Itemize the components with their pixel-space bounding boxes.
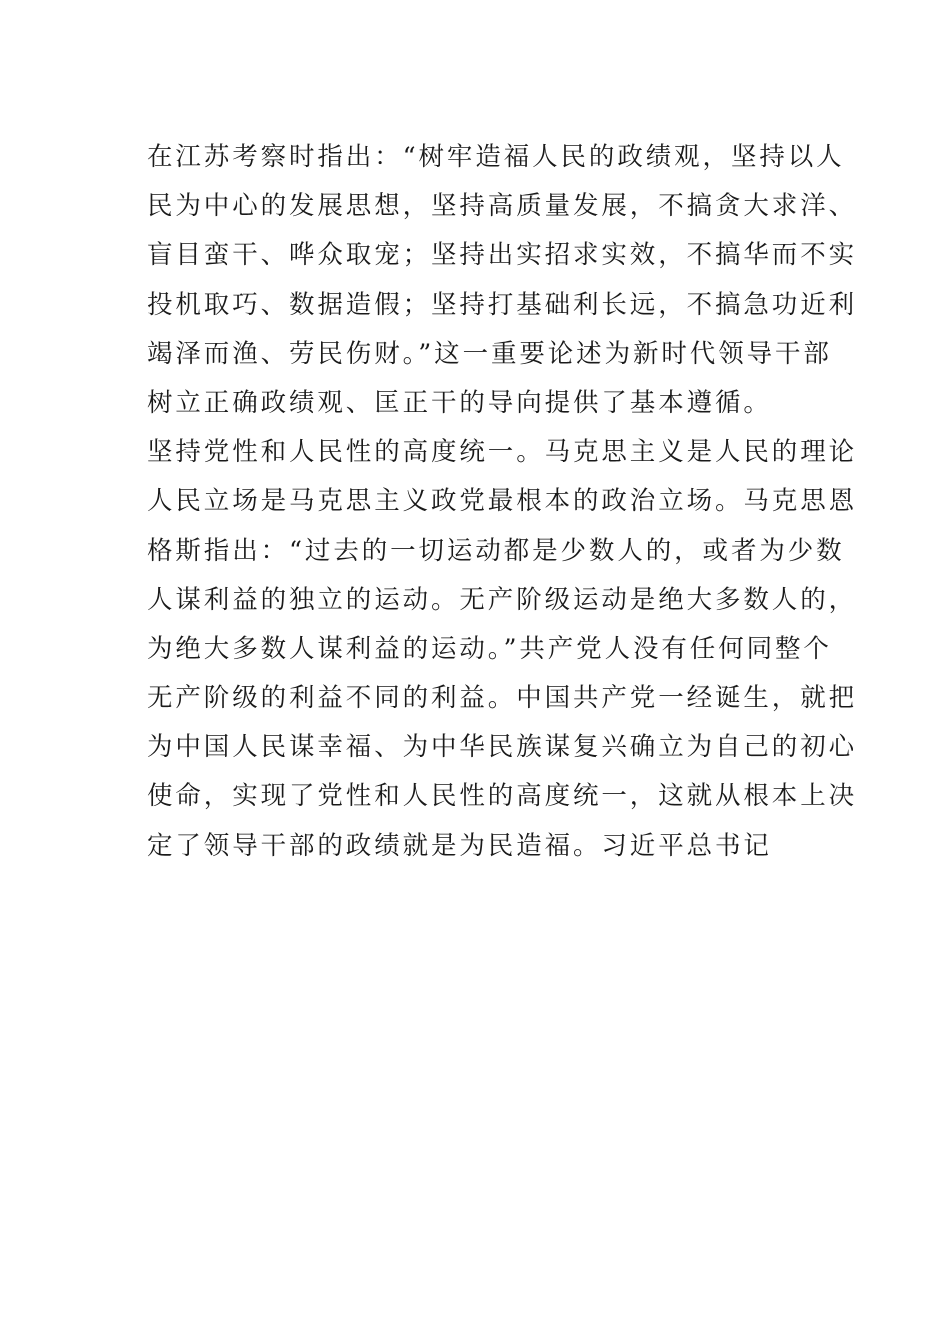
text-line: 投机取巧、数据造假；坚持打基础利长远，不搞急功近利 bbox=[147, 289, 858, 320]
text-line: 民为中心的发展思想，坚持高质量发展，不搞贪大求洋、 bbox=[147, 191, 858, 222]
text-line: 格斯指出：“过去的一切运动都是少数人的，或者为少数 bbox=[147, 535, 845, 566]
text-line: 无产阶级的利益不同的利益。中国共产党一经诞生，就把 bbox=[147, 683, 858, 714]
text-line: 人民立场是马克思主义政党最根本的政治立场。马克思恩 bbox=[147, 486, 858, 517]
text-line: 树立正确政绩观、匡正干的导向提供了基本遵循。 bbox=[147, 387, 772, 418]
body-text bbox=[147, 133, 858, 871]
text-line: 竭泽而渔、劳民伤财。”这一重要论述为新时代领导干部 bbox=[147, 338, 832, 369]
text-line: 人谋利益的独立的运动。无产阶级运动是绝大多数人的， bbox=[147, 584, 858, 615]
text-line: 在江苏考察时指出：“树牢造福人民的政绩观，坚持以人 bbox=[147, 142, 845, 172]
text-line: 盲目蛮干、哗众取宠；坚持出实招求实效，不搞华而不实 bbox=[147, 240, 858, 271]
text-line: 定了领导干部的政绩就是为民造福。习近平总书记 bbox=[147, 830, 772, 861]
text-line: 使命，实现了党性和人民性的高度统一，这就从根本上决 bbox=[147, 781, 858, 812]
text-line: 为中国人民谋幸福、为中华民族谋复兴确立为自己的初心 bbox=[147, 732, 858, 763]
text-line: 为绝大多数人谋利益的运动。”共产党人没有任何同整个 bbox=[147, 633, 832, 664]
text-line: 坚持党性和人民性的高度统一。马克思主义是人民的理论 bbox=[147, 437, 858, 468]
